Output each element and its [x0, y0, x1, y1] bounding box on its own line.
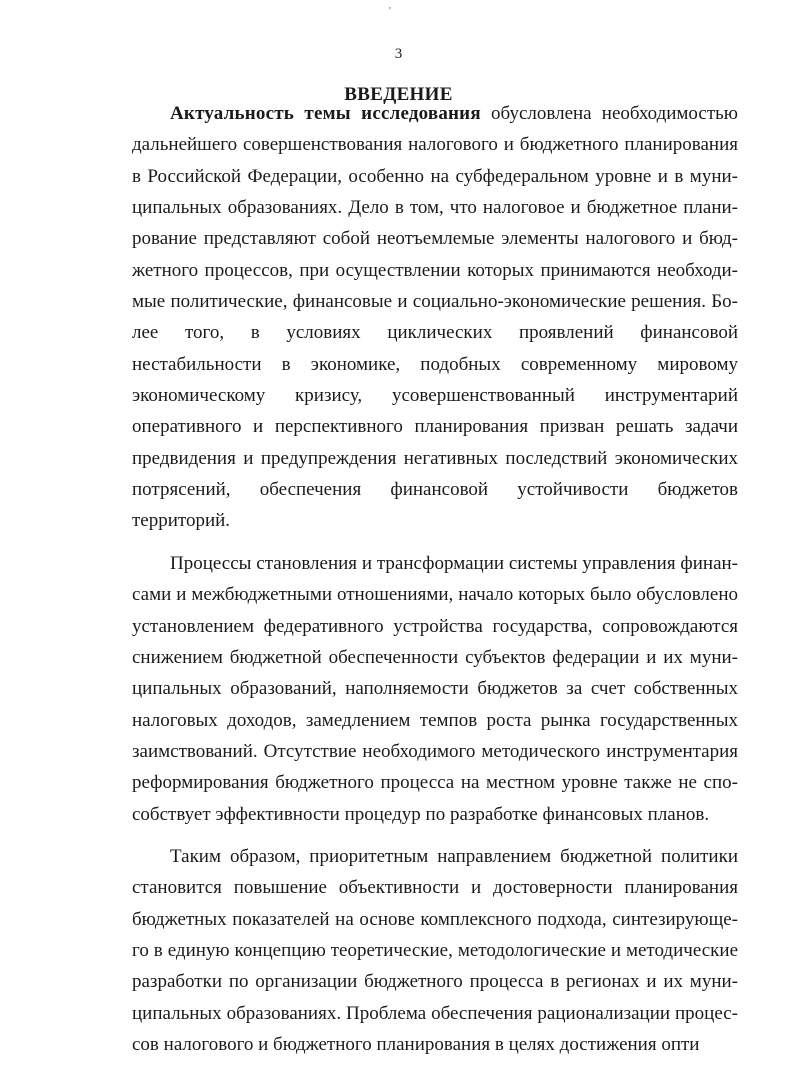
paragraph-processes [132, 548, 738, 830]
body-text [132, 98, 738, 1060]
paragraph-text: Таким образом, приоритетным направлением бюджетной политики становится повышение объективности и достоверности планирования бюджетных показателей на основе комплексного подхода, синтезирующего в единую концепцию теоретические, методологические и методические разработки по организации бюджетного процесса в регионах и их муниципальных образованиях. Проблема обеспечения рационализации процессов налогового и бюджетного планирования в целях достижения опти [132, 845, 738, 1055]
paragraph-priority [132, 841, 738, 1060]
paragraph-lead: Актуальность темы исследования [170, 103, 481, 124]
paragraph-relevance [132, 98, 738, 537]
scan-speck: ' [389, 6, 391, 17]
paragraph-text: Процессы становления и трансформации системы управления финансами и межбюджетными отношениями, начало которых было обусловлено установлением федеративного устройства государства, сопровождаются снижением бюджетной обеспеченности субъектов федерации и их муниципальных образований, наполняемости бюджетов за счет собственных налоговых доходов, замедлением темпов роста рынка государственных заимствований. Отсутствие необходимого методического инструментария реформирования бюджетного процесса на местном уровне также не способствует эффективности процедур по разработке финансовых планов. [132, 552, 738, 825]
paragraph-text: обусловлена необходимостью дальнейшего совершенствования налогового и бюджетного планирования в Российской Федерации, особенно на субфедеральном уровне и в муниципальных образованиях. Дело в том, что налоговое и бюджетное планирование представляют собой неотъемлемые элементы налогового и бюджетного процессов, при осуществлении которых принимаются необходимые политические, финансовые и социально-экономические решения. Более того, в условиях циклических проявлений финансовой нестабильности в экономике, подобных современному мировому экономическому кризису, усовершенствованный инструментарий оперативного и перспективного планирования призван решать задачи предвидения и предупреждения негативных последствий экономических потрясений, обеспечения финансовой устойчивости бюджетов территорий. [132, 103, 739, 532]
section-heading: ВВЕДЕНИЕ [344, 84, 453, 105]
page-number: 3 [394, 46, 403, 62]
